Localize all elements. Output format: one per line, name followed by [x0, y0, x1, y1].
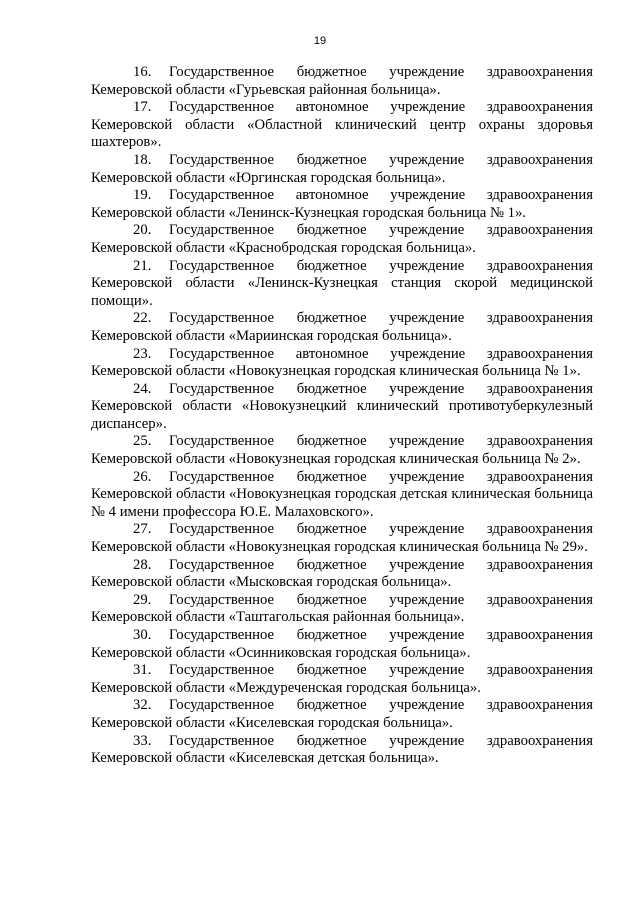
list-item	[91, 733, 593, 768]
item-number: 19.	[133, 187, 152, 204]
item-number: 24.	[133, 380, 152, 397]
item-number: 20.	[133, 222, 152, 239]
list-item	[91, 99, 593, 152]
item-number: 16.	[133, 64, 152, 80]
item-text: Государственное бюджетное учреждение здравоохранения Кемеровской области «Новокузнецкая городская детская клиническая больница № 4 имени профессора Ю.Е. Малаховского».	[91, 468, 593, 520]
item-text: Государственное бюджетное учреждение здравоохранения Кемеровской области «Гурьевская районная больница».	[91, 64, 593, 98]
item-text: Государственное бюджетное учреждение здравоохранения Кемеровской области «Юргинская городская больница».	[91, 151, 593, 186]
item-text: Государственное автономное учреждение здравоохранения Кемеровской области «Новокузнецкая городская клиническая больница № 1».	[91, 345, 593, 380]
list-item	[91, 310, 593, 345]
list-item	[91, 521, 593, 556]
list-item	[91, 222, 593, 257]
item-text: Государственное бюджетное учреждение здравоохранения Кемеровской области «Новокузнецкая городская клиническая больница № 29».	[91, 521, 593, 556]
item-text: Государственное бюджетное учреждение здравоохранения Кемеровской области «Мысковская городская больница».	[91, 556, 593, 591]
item-number: 31.	[133, 662, 152, 679]
list-item	[91, 258, 593, 311]
list-item	[91, 469, 593, 522]
item-number: 18.	[133, 151, 152, 168]
item-text: Государственное автономное учреждение здравоохранения Кемеровской области «Областной клинический центр охраны здоровья шахтеров».	[91, 99, 593, 151]
list-item	[91, 346, 593, 381]
list-item	[91, 592, 593, 627]
item-number: 21.	[133, 257, 152, 274]
item-text: Государственное бюджетное учреждение здравоохранения Кемеровской области «Междуреченская городская больница».	[91, 662, 593, 696]
list-item	[91, 557, 593, 592]
item-text: Государственное автономное учреждение здравоохранения Кемеровской области «Ленинск-Кузнецкая городская больница № 1».	[91, 187, 593, 221]
item-text: Государственное бюджетное учреждение здравоохранения Кемеровской области «Таштагольская районная больница».	[91, 591, 593, 626]
item-number: 28.	[133, 556, 152, 573]
item-number: 27.	[133, 521, 152, 538]
item-number: 23.	[133, 345, 152, 362]
item-number: 32.	[133, 697, 152, 714]
item-text: Государственное бюджетное учреждение здравоохранения Кемеровской области «Новокузнецкий клинический противотуберкулезный диспансер».	[91, 380, 593, 432]
item-text: Государственное бюджетное учреждение здравоохранения Кемеровской области «Киселевская городская больница».	[91, 697, 593, 731]
list-item	[91, 627, 593, 662]
item-number: 17.	[133, 99, 152, 116]
item-number: 26.	[133, 468, 152, 485]
list-item	[91, 662, 593, 697]
list-item	[91, 152, 593, 187]
list-item	[91, 187, 593, 222]
item-text: Государственное бюджетное учреждение здравоохранения Кемеровской области «Ленинск-Кузнецкая станция скорой медицинской помощи».	[91, 257, 593, 309]
page-number: 19	[313, 35, 327, 47]
item-number: 33.	[133, 732, 152, 749]
item-text: Государственное бюджетное учреждение здравоохранения Кемеровской области «Мариинская городская больница».	[91, 310, 593, 344]
item-text: Государственное бюджетное учреждение здравоохранения Кемеровской области «Краснобродская городская больница».	[91, 222, 593, 256]
item-text: Государственное бюджетное учреждение здравоохранения Кемеровской области «Новокузнецкая городская клиническая больница № 2».	[91, 433, 593, 468]
list-item	[91, 381, 593, 434]
item-text: Государственное бюджетное учреждение здравоохранения Кемеровской области «Осинниковская городская больница».	[91, 627, 593, 661]
document-body	[91, 64, 593, 768]
item-text: Государственное бюджетное учреждение здравоохранения Кемеровской области «Киселевская детская больница».	[91, 732, 593, 767]
item-number: 22.	[133, 310, 152, 327]
item-number: 25.	[133, 433, 152, 450]
item-number: 29.	[133, 591, 152, 608]
list-item	[91, 64, 593, 99]
list-item	[91, 433, 593, 468]
item-number: 30.	[133, 627, 152, 643]
list-item	[91, 697, 593, 732]
